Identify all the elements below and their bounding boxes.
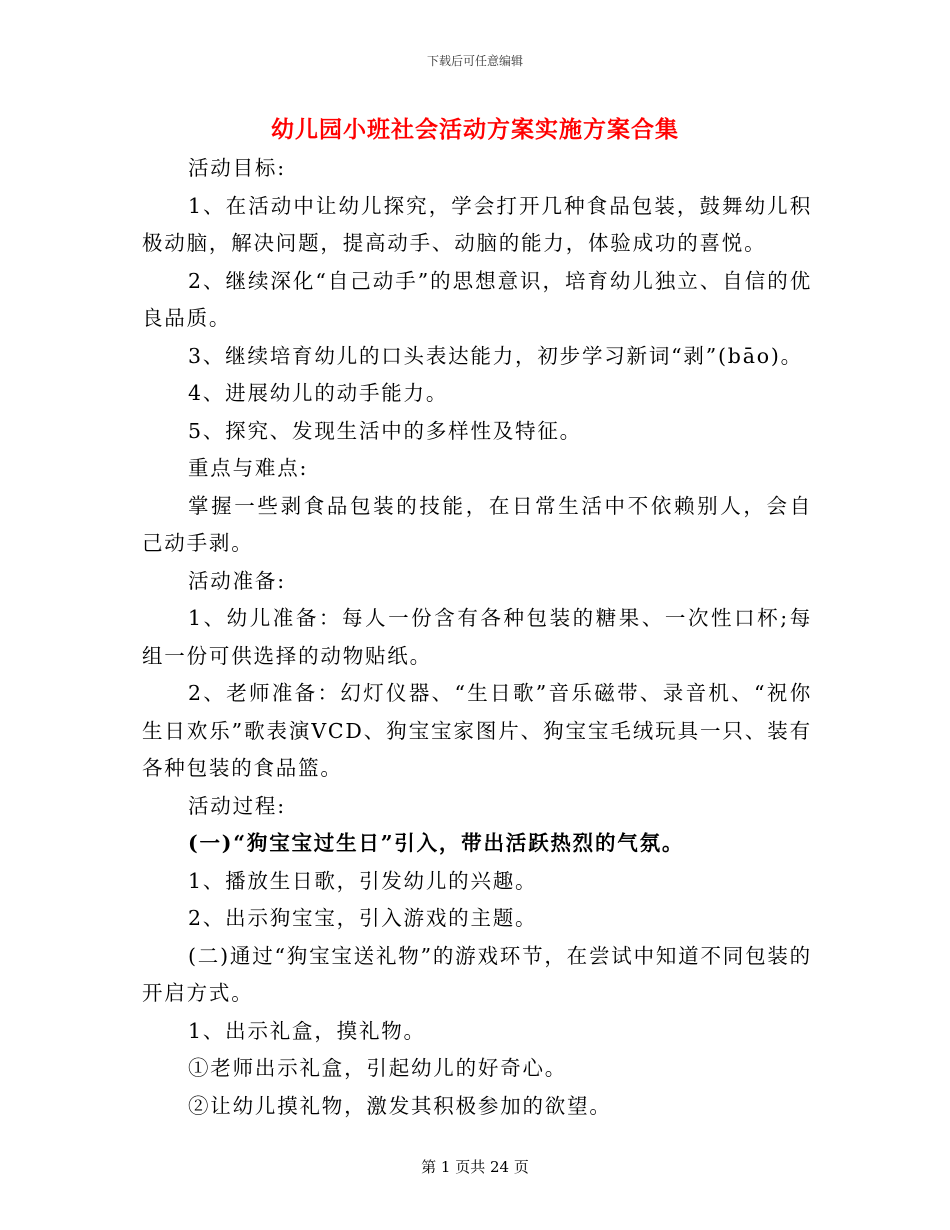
process-step-1-item-2: 2、出示狗宝宝，引入游戏的主题。 [188, 906, 538, 930]
preparation-item-2: 2、老师准备：幻灯仪器、“生日歌”音乐磁带、录音机、“祝你生日欢乐”歌表演VCD、狗宝宝家图片、狗宝宝毛绒玩具一只、装有各种包装的食品篮。 [142, 681, 812, 780]
process-step-2-heading: (二)通过“狗宝宝送礼物”的游戏环节，在尝试中知道不同包装的开启方式。 [142, 943, 812, 1005]
process-step-2-item-1: 1、出示礼盒，摸礼物。 [188, 1018, 426, 1043]
section-heading-goals: 活动目标: [188, 156, 286, 180]
goal-item-5: 5、探究、发现生活中的多样性及特征。 [188, 418, 582, 443]
key-points-paragraph: 掌握一些剥食品包装的技能，在日常生活中不依赖别人，会自己动手剥。 [142, 493, 812, 555]
document-title: 幼儿园小班社会活动方案实施方案合集 [271, 116, 679, 143]
process-step-1-item-1: 1、播放生日歌，引发幼儿的兴趣。 [188, 868, 538, 893]
document-body [142, 150, 812, 1125]
process-step-2-subitem-1: ①老师出示礼盒，引起幼儿的好奇心。 [188, 1056, 568, 1080]
page-header: 下载后可任意编辑 [426, 54, 523, 68]
goal-item-2: 2、继续深化“自己动手”的思想意识，培育幼儿独立、自信的优良品质。 [142, 268, 812, 330]
process-step-2-subitem-2: ②让幼儿摸礼物，激发其积极参加的欲望。 [188, 1093, 612, 1118]
section-heading-preparation: 活动准备: [188, 568, 286, 593]
goal-item-4: 4、进展幼儿的动手能力。 [188, 381, 449, 405]
page-footer: 第 1 页共 24 页 [421, 1158, 529, 1176]
process-step-1-heading: (一)“狗宝宝过生日”引入，带出活跃热烈的气氛。 [188, 831, 685, 855]
preparation-item-1: 1、幼儿准备：每人一份含有各种包装的糖果、一次性口杯;每组一份可供选择的动物贴纸。 [142, 606, 812, 668]
section-heading-process: 活动过程: [188, 793, 286, 818]
goal-item-3: 3、继续培育幼儿的口头表达能力，初步学习新词“剥”(bāo)。 [188, 343, 803, 368]
goal-item-1: 1、在活动中让幼儿探究，学会打开几种食品包装，鼓舞幼儿积极动脑，解决问题，提高动手、动脑的能力，体验成功的喜悦。 [142, 193, 812, 255]
section-heading-key-points: 重点与难点: [188, 456, 309, 480]
